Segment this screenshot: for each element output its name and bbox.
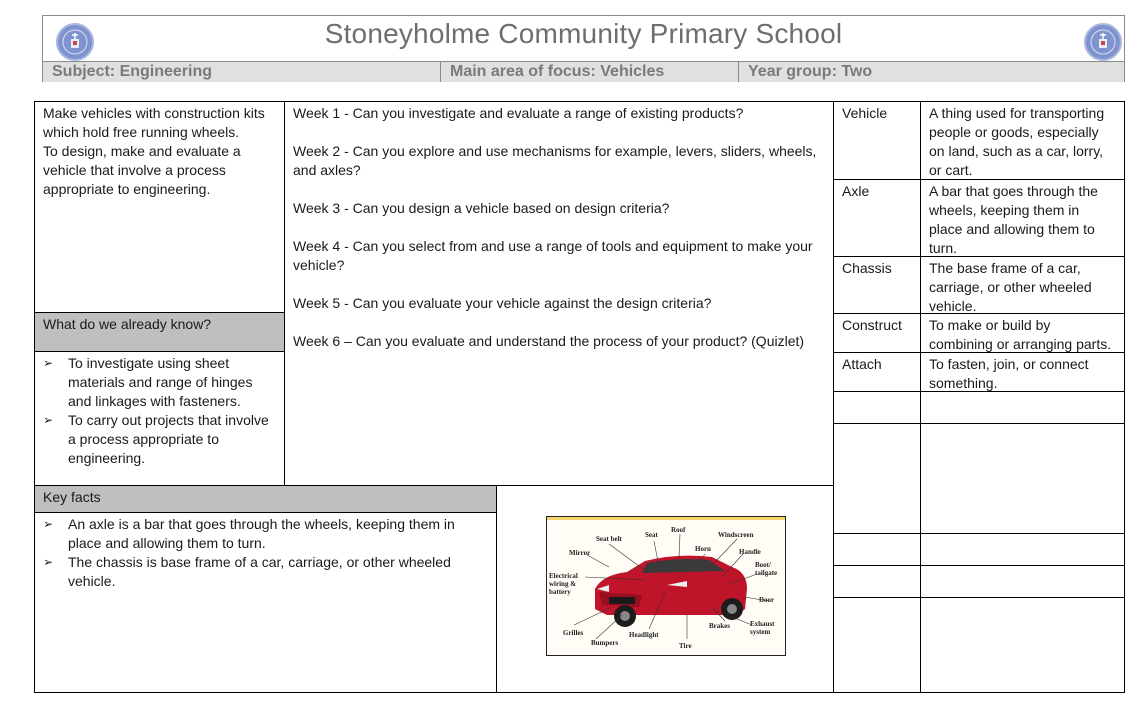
key-facts-list — [43, 515, 488, 591]
vocab-term-empty — [833, 597, 921, 693]
list-item-text: An axle is a bar that goes through the wheels, keeping them in place and allowing them to turn. — [68, 516, 455, 551]
key-facts-heading — [34, 485, 497, 513]
vocab-definition: The base frame of a car, carriage, or other wheeled vehicle. — [920, 256, 1125, 314]
week-4: Week 4 - Can you select from and use a range of tools and equipment to make your vehicle? — [293, 238, 813, 273]
vocab-definition: A thing used for transporting people or goods, especially on land, such as a car, lorry, or cart. — [920, 101, 1125, 180]
list-item — [43, 515, 488, 553]
week-5: Week 5 - Can you evaluate your vehicle against the design criteria? — [293, 295, 712, 311]
label-brakes: Brakes — [709, 622, 730, 630]
aims-text-1: Make vehicles with construction kits which hold free running wheels. — [43, 105, 265, 140]
key-facts-heading-text: Key facts — [43, 489, 101, 505]
vocab-term: Construct — [833, 313, 921, 353]
title-row — [43, 16, 1124, 62]
school-title: Stoneyholme Community Primary School — [324, 18, 843, 49]
vocab-definition-empty — [920, 423, 1125, 534]
vocab-definition-empty — [920, 597, 1125, 693]
list-item-text: The chassis is base frame of a car, carriage, or other wheeled vehicle. — [68, 554, 451, 589]
aims-cell — [34, 101, 285, 313]
label-door: Door — [759, 596, 775, 604]
label-horn: Horn — [695, 545, 711, 553]
page-header — [42, 15, 1125, 82]
vocab-term-empty — [833, 565, 921, 598]
vocab-definition-empty — [920, 391, 1125, 424]
label-seat-belt: Seat belt — [596, 535, 622, 543]
week-6: Week 6 – Can you evaluate and understand the process of your product? (Quizlet) — [293, 333, 805, 349]
label-grilles: Grilles — [563, 629, 584, 637]
arrowhead-bullet-icon: ➢ — [43, 517, 54, 531]
label-windscreen: Windscreen — [718, 531, 754, 539]
list-item — [43, 354, 276, 411]
vocab-definition: To make or build by combining or arranging parts. — [920, 313, 1125, 353]
vocab-term-empty — [833, 391, 921, 424]
list-item-text: To carry out projects that involve a process appropriate to engineering. — [68, 412, 269, 466]
label-headlight: Headlight — [629, 631, 659, 639]
vocab-definition-empty — [920, 565, 1125, 598]
focus-label: Main area of focus: Vehicles — [441, 62, 739, 82]
label-exhaust: Exhaust system — [750, 620, 775, 636]
list-item-text: To investigate using sheet materials and range of hinges and linkages with fasteners. — [68, 355, 253, 409]
label-roof: Roof — [671, 526, 686, 534]
prior-knowledge-heading — [34, 312, 285, 352]
vocab-definition-empty — [920, 533, 1125, 566]
vocab-term: Vehicle — [833, 101, 921, 180]
vocab-definition: To fasten, join, or connect something. — [920, 352, 1125, 392]
prior-knowledge-heading-text: What do we already know? — [43, 316, 212, 332]
vocab-term-empty — [833, 423, 921, 534]
label-bumpers: Bumpers — [591, 639, 619, 647]
school-crest-icon — [1084, 23, 1122, 61]
arrowhead-bullet-icon: ➢ — [43, 356, 54, 370]
label-boot-tailgate: Boot/ tailgate — [755, 561, 778, 577]
list-item — [43, 411, 276, 468]
aims-text-2: To design, make and evaluate a vehicle that involve a process appropriate to engineering. — [43, 143, 241, 197]
week-3: Week 3 - Can you design a vehicle based on design criteria? — [293, 200, 670, 216]
list-item — [43, 553, 488, 591]
vocab-term-empty — [833, 533, 921, 566]
label-electrical: Electrical wiring & battery — [549, 572, 578, 596]
subject-label: Subject: Engineering — [43, 62, 441, 82]
label-handle: Handle — [739, 548, 761, 556]
key-facts-cell — [34, 512, 497, 693]
week-1: Week 1 - Can you investigate and evaluate a range of existing products? — [293, 105, 744, 121]
label-seat: Seat — [645, 531, 658, 539]
vocab-term: Chassis — [833, 256, 921, 314]
arrowhead-bullet-icon: ➢ — [43, 413, 54, 427]
vocab-term: Attach — [833, 352, 921, 392]
car-parts-diagram — [546, 516, 786, 656]
week-2: Week 2 - Can you explore and use mechanisms for example, levers, sliders, wheels, and axles? — [293, 143, 817, 178]
vocab-term: Axle — [833, 179, 921, 257]
arrowhead-bullet-icon: ➢ — [43, 555, 54, 569]
prior-knowledge-cell — [34, 351, 285, 486]
vocab-definition: A bar that goes through the wheels, keeping them in place and allowing them to turn. — [920, 179, 1125, 257]
label-mirror: Mirror — [569, 549, 591, 557]
prior-knowledge-list — [43, 354, 276, 468]
label-tire: Tire — [679, 642, 692, 650]
info-bar — [43, 62, 1124, 82]
year-group-label: Year group: Two — [748, 63, 873, 80]
weekly-questions-cell — [284, 101, 834, 486]
